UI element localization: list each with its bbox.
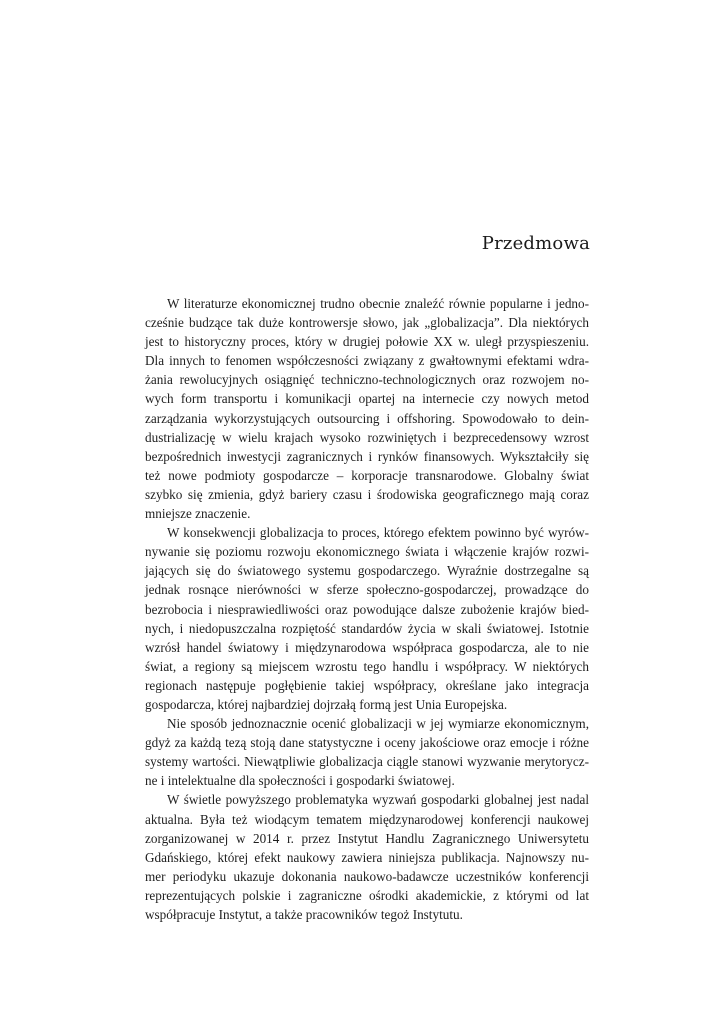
text-line: reprezentujących polskie i zagraniczne ośrodki akademickie, z którymi od lat xyxy=(145,887,589,903)
text-line: zorganizowanej w 2014 r. przez Instytut Handlu Zagranicznego Uniwersytetu xyxy=(145,830,589,846)
text-line: Gdańskiego, której efekt naukowy zawiera niniejsza publikacja. Najnowszy nu- xyxy=(145,849,589,865)
text-line: nych, i niedopuszczalna rozpiętość standardów życia w skali światowej. Istotnie xyxy=(145,620,589,636)
text-line: jest to historyczny proces, który w drugiej połowie XX w. uległ przyspieszeniu. xyxy=(145,334,589,350)
page-title: Przedmowa xyxy=(481,233,590,254)
text-line: bezpośrednich inwestycji zagranicznych i rynków finansowych. Wykształciły się xyxy=(145,448,589,464)
text-line: bezrobocia i niesprawiedliwości oraz powodujące dalsze zubożenie krajów bied- xyxy=(145,601,589,617)
text-line: Dla innych to fenomen współczesności związany z gwałtownymi efektami wdra- xyxy=(145,353,589,369)
body-text xyxy=(145,294,589,924)
text-line: Nie sposób jednoznacznie ocenić globalizacji w jej wymiarze ekonomicznym, xyxy=(167,716,589,732)
text-line: jednak rosnące nierówności w sferze społeczno-gospodarczej, prowadzące do xyxy=(145,582,589,598)
paragraph xyxy=(145,790,589,924)
text-line: zarządzania wykorzystujących outsourcing i offshoring. Spowodowało to dein- xyxy=(145,410,589,426)
text-line: mniejsze znaczenie. xyxy=(145,506,251,522)
text-line: jających się do światowego systemu gospodarczego. Wyraźnie dostrzegalne są xyxy=(145,563,589,579)
text-line: gospodarcza, której najbardziej dojrzałą formą jest Unia Europejska. xyxy=(145,696,508,712)
text-line: regionach następuje pogłębienie takiej współpracy, określane jako integracja xyxy=(145,677,589,693)
text-line: żania rewolucyjnych osiągnięć techniczno-technologicznych oraz rozwojem no- xyxy=(145,372,589,388)
text-line: współpracuje Instytut, a także pracowników tegoż Instytutu. xyxy=(145,907,463,922)
text-line: nywanie się poziomu rozwoju ekonomicznego świata i włączenie krajów rozwi- xyxy=(145,544,589,560)
paragraph xyxy=(145,714,589,790)
text-line: W konsekwencji globalizacja to proces, którego efektem powinno być wyrów- xyxy=(167,525,589,541)
text-line: W literaturze ekonomicznej trudno obecnie znaleźć równie popularne i jedno- xyxy=(167,296,589,311)
paragraph xyxy=(145,523,589,714)
text-line: też nowe podmioty gospodarcze – korporacje transnarodowe. Globalny świat xyxy=(145,467,589,483)
text-line: ne i intelektualne dla społeczności i gospodarki światowej. xyxy=(145,773,455,789)
text-line: gdyż za każdą tezą stoją dane statystyczne i oceny jakościowe oraz emocje i różne xyxy=(145,735,589,751)
text-line: cześnie budzące tak duże kontrowersje słowo, jak „globalizacja”. Dla niektórych xyxy=(145,315,589,331)
text-line: szybko się zmienia, gdyż bariery czasu i środowiska geograficznego mają coraz xyxy=(145,486,589,502)
text-line: aktualna. Była też wiodącym tematem międzynarodowej konferencji naukowej xyxy=(145,811,589,827)
text-line: systemy wartości. Niewątpliwie globalizacja ciągle stanowi wyzwanie merytorycz- xyxy=(145,754,589,770)
text-line: dustrializację w wielu krajach wysoko rozwiniętych i bezprecedensowy wzrost xyxy=(145,429,589,445)
text-line: świat, a regiony są miejscem wzrostu tego handlu i współpracy. W niektórych xyxy=(145,658,589,674)
text-line: wych form transportu i komunikacji opartej na internecie czy nowych metod xyxy=(145,391,589,407)
text-line: W świetle powyższego problematyka wyzwań gospodarki globalnej jest nadal xyxy=(167,792,589,808)
text-line: mer periodyku ukazuje dokonania naukowo-badawcze uczestników konferencji xyxy=(145,868,589,884)
text-line: wzrósł handel światowy i międzynarodowa współpraca gospodarcza, ale to nie xyxy=(145,639,589,655)
paragraph xyxy=(145,294,589,523)
